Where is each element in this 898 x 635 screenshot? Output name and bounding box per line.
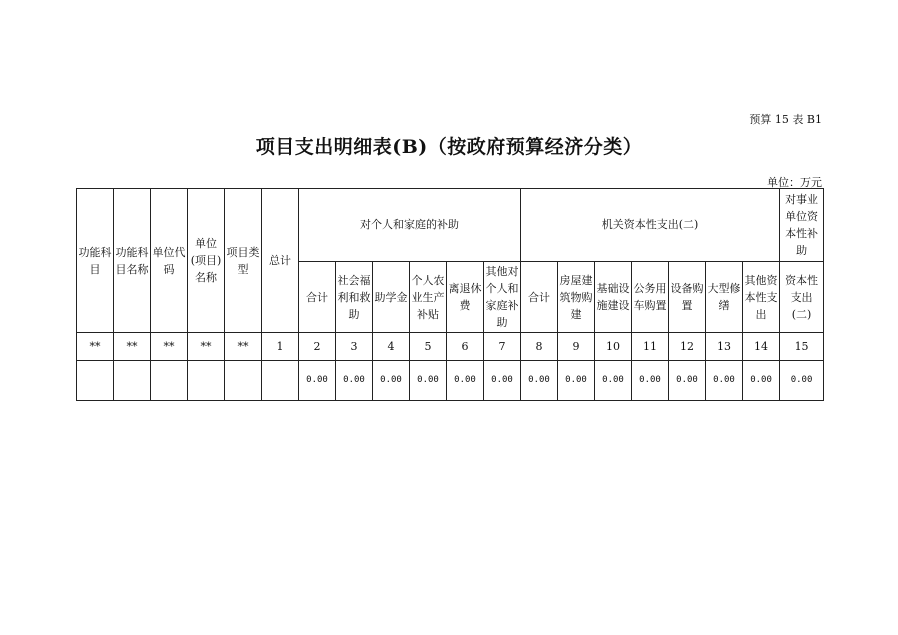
code-cell: 10 <box>595 333 632 361</box>
data-cell: 0.00 <box>595 361 632 401</box>
code-cell: 1 <box>262 333 299 361</box>
header-equipment-purchase: 设备购 置 <box>669 262 706 333</box>
code-cell: 6 <box>447 333 484 361</box>
header-retirement-fee: 离退休 费 <box>447 262 484 333</box>
code-cell: 7 <box>484 333 521 361</box>
header-other-capital: 其他资 本性支 出 <box>743 262 780 333</box>
header-function-code: 功能科 目 <box>77 189 114 333</box>
header-vehicle-purchase: 公务用 车购置 <box>632 262 669 333</box>
data-cell: 0.00 <box>410 361 447 401</box>
header-personal-subtotal: 合计 <box>299 262 336 333</box>
header-capital-subtotal: 合计 <box>521 262 558 333</box>
header-row-groups <box>77 189 824 262</box>
header-other-personal-subsidy: 其他对 个人和 家庭补 助 <box>484 262 521 333</box>
header-function-name: 功能科 目名称 <box>114 189 151 333</box>
unit-label: 单位：万元 <box>767 176 822 189</box>
data-cell <box>188 361 225 401</box>
data-cell <box>262 361 299 401</box>
data-cell: 0.00 <box>336 361 373 401</box>
header-enterprise-capital: 资本性 支出 (二) <box>780 262 824 333</box>
code-cell: 9 <box>558 333 595 361</box>
data-cell: 0.00 <box>706 361 743 401</box>
code-cell: 8 <box>521 333 558 361</box>
data-cell: 0.00 <box>780 361 824 401</box>
header-unit-code: 单位代 码 <box>151 189 188 333</box>
data-cell: 0.00 <box>743 361 780 401</box>
code-cell: ** <box>151 333 188 361</box>
code-cell: ** <box>77 333 114 361</box>
code-cell: 15 <box>780 333 824 361</box>
data-cell: 0.00 <box>299 361 336 401</box>
header-unit-project-name: 单位 (项目) 名称 <box>188 189 225 333</box>
data-cell: 0.00 <box>373 361 410 401</box>
data-cell: 0.00 <box>558 361 595 401</box>
data-cell <box>225 361 262 401</box>
data-row <box>77 361 824 401</box>
code-cell: ** <box>188 333 225 361</box>
code-cell: 4 <box>373 333 410 361</box>
header-infrastructure: 基础设 施建设 <box>595 262 632 333</box>
header-group-personal-subsidy: 对个人和家庭的补助 <box>299 189 521 262</box>
form-number: 预算 15 表 B1 <box>749 113 822 126</box>
code-cell: 14 <box>743 333 780 361</box>
header-group-enterprise-subsidy: 对事业 单位资 本性补 助 <box>780 189 824 262</box>
header-social-welfare: 社会福 利和救 助 <box>336 262 373 333</box>
code-cell: ** <box>114 333 151 361</box>
header-project-type: 项目类 型 <box>225 189 262 333</box>
code-row <box>77 333 824 361</box>
code-cell: 2 <box>299 333 336 361</box>
data-cell <box>151 361 188 401</box>
data-cell <box>77 361 114 401</box>
data-cell <box>114 361 151 401</box>
budget-table <box>76 188 824 401</box>
data-cell: 0.00 <box>484 361 521 401</box>
code-cell: 12 <box>669 333 706 361</box>
header-student-grant: 助学金 <box>373 262 410 333</box>
page-title: 项目支出明细表(B)（按政府预算经济分类） <box>255 136 643 158</box>
header-total: 总计 <box>262 189 299 333</box>
code-cell: ** <box>225 333 262 361</box>
header-farm-subsidy: 个人农 业生产 补贴 <box>410 262 447 333</box>
code-cell: 3 <box>336 333 373 361</box>
code-cell: 5 <box>410 333 447 361</box>
data-cell: 0.00 <box>632 361 669 401</box>
data-cell: 0.00 <box>521 361 558 401</box>
code-cell: 13 <box>706 333 743 361</box>
data-cell: 0.00 <box>669 361 706 401</box>
header-major-repair: 大型修 缮 <box>706 262 743 333</box>
header-group-capital-expenditure: 机关资本性支出(二) <box>521 189 780 262</box>
header-building-purchase: 房屋建 筑物购 建 <box>558 262 595 333</box>
data-cell: 0.00 <box>447 361 484 401</box>
code-cell: 11 <box>632 333 669 361</box>
